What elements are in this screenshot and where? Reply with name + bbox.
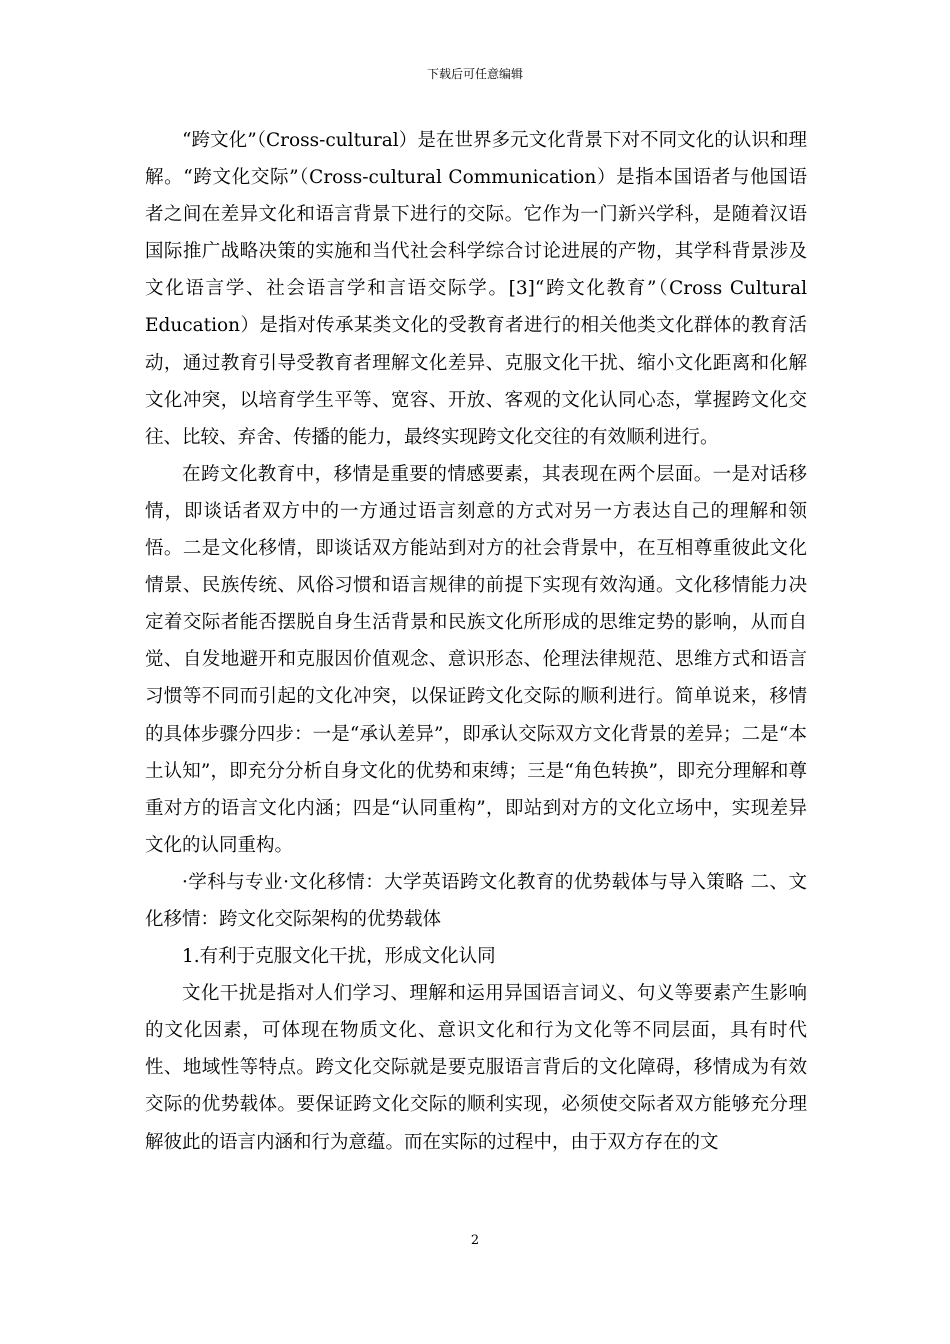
- paragraph-empathy-levels: 在跨文化教育中，移情是重要的情感要素，其表现在两个层面。一是对话移情，即谈话者双方中的一方通过语言刻意的方式对另一方表达自己的理解和领悟。二是文化移情，即谈话双方能站到对方的社会背景中，在互相尊重彼此文化情景、民族传统、风俗习惯和语言规律的前提下实现有效沟通。文化移情能力决定着交际者能否摆脱自身生活背景和民族文化所形成的思维定势的影响，从而自觉、自发地避开和克服因价值观念、意识形态、伦理法律规范、思维方式和语言习惯等不同而引起的文化冲突，以保证跨文化交际的顺利进行。简单说来，移情的具体步骤分四步：一是“承认差异”，即承认交际双方文化背景的差异；二是“本土认知”，即充分分析自身文化的优势和束缚；三是“角色转换”，即充分理解和尊重对方的语言文化内涵；四是“认同重构”，即站到对方的文化立场中，实现差异文化的认同重构。: [145, 463, 807, 856]
- section-heading-cultural-empathy: ·学科与专业·文化移情：大学英语跨文化教育的优势载体与导入策略 二、文化移情：跨文化交际架构的优势载体: [145, 871, 807, 930]
- page-number: 2: [470, 1233, 480, 1248]
- subheading-overcome-interference: 1.有利于克服文化干扰，形成文化认同: [182, 946, 496, 968]
- paragraph-cultural-interference: 文化干扰是指对人们学习、理解和运用异国语言词义、句义等要素产生影响的文化因素，可体现在物质文化、意识文化和行为文化等不同层面，具有时代性、地域性等特点。跨文化交际就是要克服语言背后的文化障碍，移情成为有效交际的优势载体。要保证跨文化交际的顺利实现，必须使交际者双方能够充分理解彼此的语言内涵和行为意蕴。而在实际的过程中，由于双方存在的文: [145, 983, 807, 1153]
- document-body: [145, 122, 807, 1161]
- page-header: 下载后可任意编辑: [426, 67, 523, 81]
- paragraph-cross-cultural-definition: “跨文化”（Cross-cultural）是在世界多元文化背景下对不同文化的认识和理解。“跨文化交际”（Cross-cultural Communication）是指本国语者与他国语者之间在差异文化和语言背景下进行的交际。它作为一门新兴学科，是随着汉语国际推广战略决策的实施和当代社会科学综合讨论进展的产物，其学科背景涉及文化语言学、社会语言学和言语交际学。[3]“跨文化教育”（Cross Cultural Education）是指对传承某类文化的受教育者进行的相关他类文化群体的教育活动，通过教育引导受教育者理解文化差异、克服文化干扰、缩小文化距离和化解文化冲突，以培育学生平等、宽容、开放、客观的文化认同心态，掌握跨文化交往、比较、弃舍、传播的能力，最终实现跨文化交往的有效顺利进行。: [145, 130, 807, 448]
